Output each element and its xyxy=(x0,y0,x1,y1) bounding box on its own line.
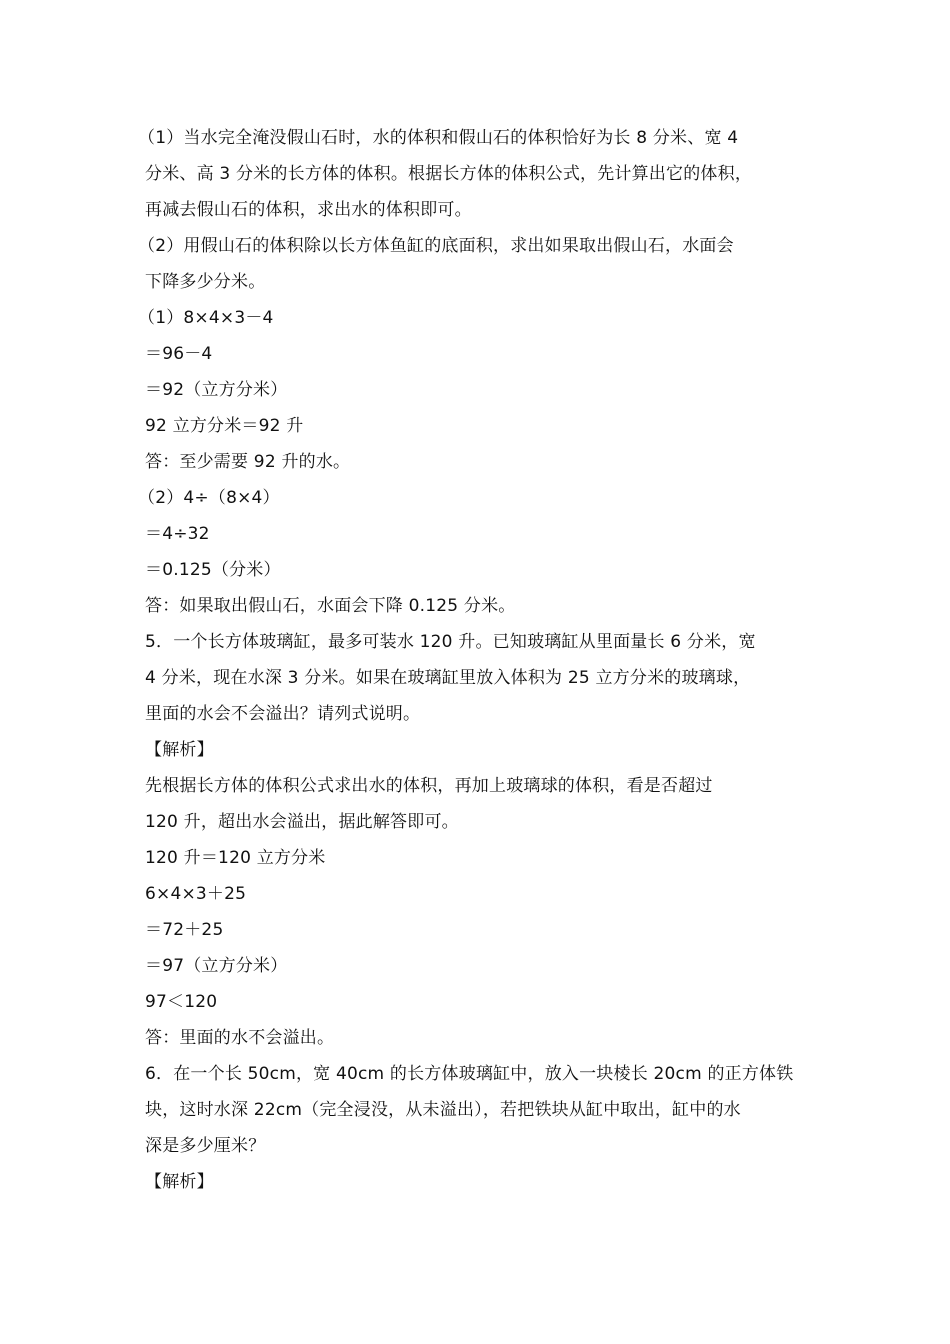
text-line-analysis-1-cont: 分米、高 3 分米的长方体的体积。根据长方体的体积公式，先计算出它的体积， xyxy=(145,164,753,184)
document-body xyxy=(138,120,810,1200)
formula-line: 6×4×3＋25 xyxy=(145,884,247,904)
question-6-line: 块，这时水深 22cm（完全浸没，从未溢出），若把铁块从缸中取出，缸中的水 xyxy=(145,1100,741,1120)
question-5-line: 5．一个长方体玻璃缸，最多可装水 120 升。已知玻璃缸从里面量长 6 分米，宽 xyxy=(145,632,756,652)
question-5-line: 4 分米，现在水深 3 分米。如果在玻璃缸里放入体积为 25 立方分米的玻璃球， xyxy=(145,668,751,688)
question-6-line: 深是多少厘米？ xyxy=(145,1136,266,1156)
formula-line: ＝72＋25 xyxy=(145,920,224,940)
formula-line: ＝97（立方分米） xyxy=(145,956,288,976)
formula-line: ＝4÷32 xyxy=(145,524,210,544)
answer-line: 答：如果取出假山石，水面会下降 0.125 分米。 xyxy=(145,596,516,616)
question-6-line: 6．在一个长 50cm，宽 40cm 的长方体玻璃缸中，放入一块棱长 20cm 的正方体铁 xyxy=(145,1064,794,1084)
analysis-text-line: 120 升，超出水会溢出，据此解答即可。 xyxy=(145,812,459,832)
text-line-analysis-2-end: 下降多少分米。 xyxy=(145,272,266,292)
answer-line: 答：至少需要 92 升的水。 xyxy=(145,452,351,472)
formula-line: 92 立方分米＝92 升 xyxy=(145,416,304,436)
analysis-text-line: 先根据长方体的体积公式求出水的体积，再加上玻璃球的体积，看是否超过 xyxy=(145,776,713,796)
question-5-line: 里面的水会不会溢出？请列式说明。 xyxy=(145,704,421,724)
formula-line: 97＜120 xyxy=(145,992,218,1012)
text-line-analysis-2: （2）用假山石的体积除以长方体鱼缸的底面积，求出如果取出假山石，水面会 xyxy=(138,236,734,256)
analysis-heading: 【解析】 xyxy=(145,1172,214,1192)
formula-line: 120 升＝120 立方分米 xyxy=(145,848,326,868)
text-line-analysis-1: （1）当水完全淹没假山石时，水的体积和假山石的体积恰好为长 8 分米、宽 4 xyxy=(138,128,739,148)
answer-line: 答：里面的水不会溢出。 xyxy=(145,1028,335,1048)
formula-line: ＝92（立方分米） xyxy=(145,380,288,400)
analysis-heading: 【解析】 xyxy=(145,740,214,760)
formula-line: （2）4÷（8×4） xyxy=(138,488,280,508)
formula-line: （1）8×4×3－4 xyxy=(138,308,274,328)
formula-line: ＝0.125（分米） xyxy=(145,560,281,580)
text-line-analysis-1-end: 再减去假山石的体积，求出水的体积即可。 xyxy=(145,200,472,220)
formula-line: ＝96－4 xyxy=(145,344,213,364)
